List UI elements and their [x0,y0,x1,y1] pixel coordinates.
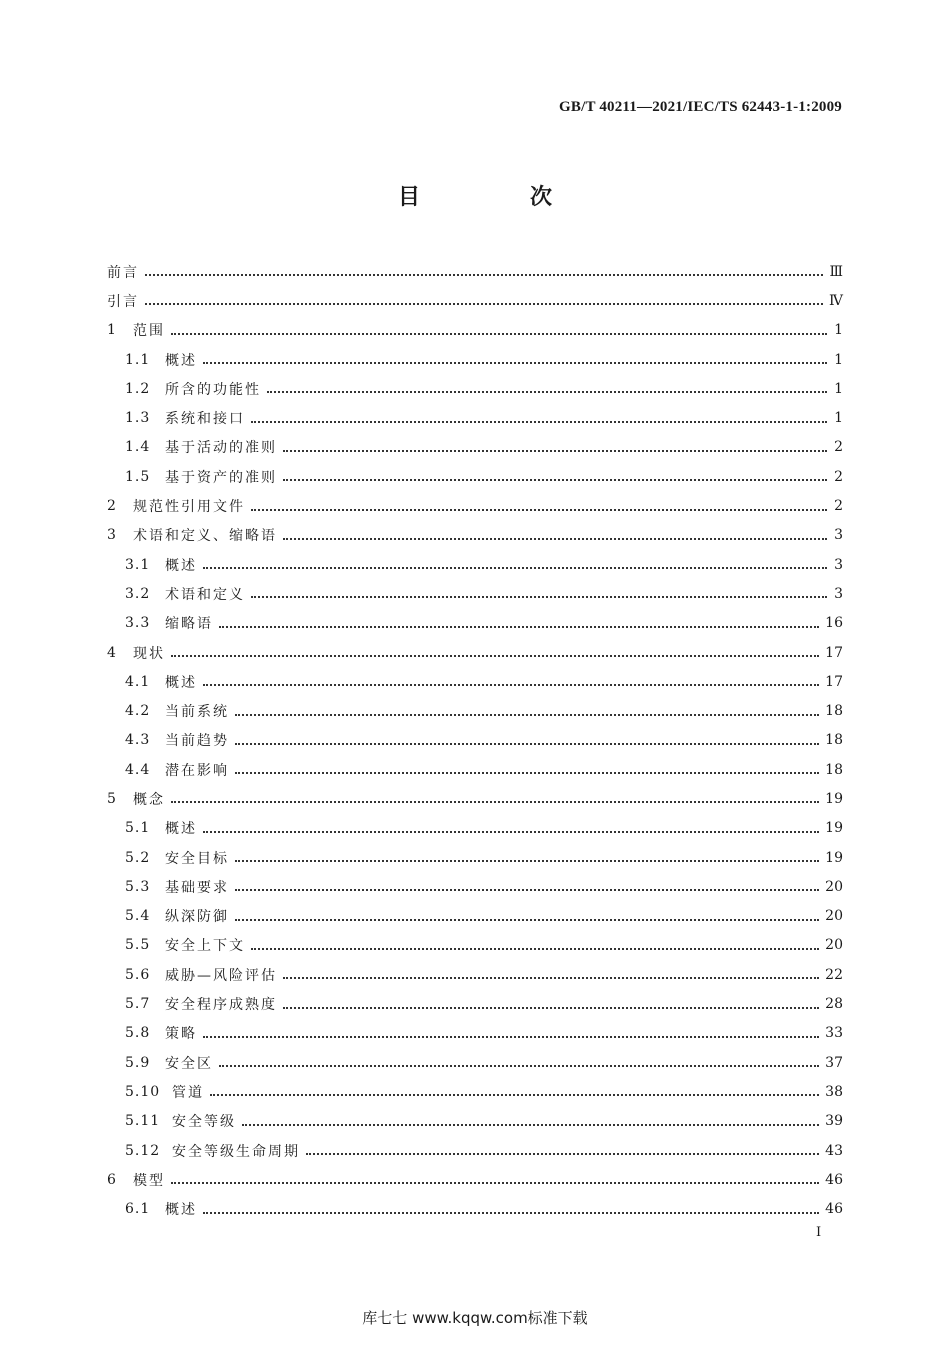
toc-dot-leader [210,1093,819,1096]
toc-dot-leader [171,800,819,803]
toc-entry-page: 39 [825,1113,843,1130]
toc-entry-number: 4.2 [125,703,151,720]
toc-entry[interactable] [107,1107,843,1136]
toc-entry[interactable] [107,960,843,989]
toc-entry[interactable] [107,316,843,345]
toc-entry-number: 6 [107,1171,117,1188]
toc-entry[interactable] [107,726,843,755]
toc-entry[interactable] [107,345,843,374]
toc-entry-title: 系统和接口 [165,411,245,428]
page-number: Ⅰ [816,1225,822,1240]
toc-entry-title: 术语和定义、缩略语 [133,528,277,545]
toc-entry-title: 当前趋势 [165,733,229,750]
toc-entry[interactable] [107,872,843,901]
toc-entry-page: 28 [825,996,843,1013]
toc-entry-page: 3 [834,556,843,573]
toc-entry-title: 安全目标 [165,850,229,867]
toc-entry-number: 5.8 [125,1025,151,1042]
toc-entry-number: 5.11 [125,1113,161,1130]
toc-dot-leader [203,683,819,686]
toc-entry-title: 安全等级 [172,1114,236,1131]
toc-entry-page: 17 [825,673,843,690]
toc-entry[interactable] [107,1019,843,1048]
toc-entry-title: 概述 [165,674,197,691]
toc-entry[interactable] [107,1136,843,1165]
toc-entry-page: Ⅳ [829,292,843,309]
toc-dot-leader [203,1035,819,1038]
toc-entry-title: 概述 [165,821,197,838]
toc-entry[interactable] [107,374,843,403]
toc-entry[interactable] [107,696,843,725]
toc-entry-number: 5.3 [125,878,151,895]
toc-entry-title: 当前系统 [165,704,229,721]
toc-entry[interactable] [107,667,843,696]
toc-entry-title: 安全程序成熟度 [165,997,277,1014]
toc-entry[interactable] [107,462,843,491]
toc-dot-leader [203,361,827,364]
toc-entry-number: 5.1 [125,820,151,837]
toc-entry-number: 1.3 [125,410,151,427]
toc-entry-page: 46 [825,1201,843,1218]
toc-entry-page: 18 [825,732,843,749]
toc-entry-number: 2 [107,498,117,515]
toc-dot-leader [235,888,819,891]
toc-dot-leader [203,830,819,833]
toc-entry-number: 1.1 [125,351,151,368]
toc-dot-leader [171,654,819,657]
toc-entry-page: 18 [825,703,843,720]
standard-code: GB/T 40211—2021/IEC/TS 62443-1-1:2009 [559,99,842,115]
toc-entry-page: 1 [834,380,843,397]
toc-entry-page: 33 [825,1025,843,1042]
toc-entry[interactable] [107,550,843,579]
toc-dot-leader [306,1152,819,1155]
toc-entry-title: 规范性引用文件 [133,499,245,516]
toc-entry-number: 4.3 [125,732,151,749]
toc-entry-page: 18 [825,761,843,778]
toc-entry-number: 5.10 [125,1083,161,1100]
toc-entry-number: 5.6 [125,966,151,983]
toc-entry-title: 概述 [165,352,197,369]
toc-entry-page: 1 [834,351,843,368]
toc-entry-title: 模型 [133,1172,165,1189]
toc-entry-page: 43 [825,1142,843,1159]
toc-entry[interactable] [107,403,843,432]
toc-entry-number: 3.3 [125,615,151,632]
toc-dot-leader [235,713,819,716]
toc-dot-leader [219,625,819,628]
toc-entry[interactable] [107,843,843,872]
toc-entry-title: 缩略语 [165,616,213,633]
toc-entry-title: 范围 [133,323,165,340]
toc-entry[interactable] [107,491,843,520]
toc-dot-leader [283,449,827,452]
toc-entry-page: 19 [825,820,843,837]
footer-watermark: 库七七 www.kqqw.com标准下载 [362,1309,588,1327]
toc-entry-title: 潜在影响 [165,762,229,779]
toc-entry-title: 基于活动的准则 [165,440,277,457]
toc-entry-page: 2 [834,468,843,485]
toc-entry[interactable] [107,1165,843,1194]
toc-entry[interactable] [107,286,843,315]
toc-entry-number: 5.7 [125,996,151,1013]
toc-entry-title: 概述 [165,557,197,574]
toc-entry-page: 3 [834,527,843,544]
toc-entry-number: 4.1 [125,673,151,690]
toc-entry[interactable] [107,755,843,784]
toc-entry-page: 20 [825,908,843,925]
toc-entry-number: 5.4 [125,908,151,925]
toc-entry-title: 安全等级生命周期 [172,1143,300,1160]
toc-dot-leader [283,976,819,979]
toc-entry-number: 5.2 [125,849,151,866]
toc-entry-number: 3.2 [125,585,151,602]
toc-entry-page: 22 [825,966,843,983]
toc-entry-number: 4.4 [125,761,151,778]
toc-dot-leader [203,1211,819,1214]
toc-entry-title: 现状 [133,645,165,662]
toc-entry-title: 引言 [107,293,139,310]
toc-entry[interactable] [107,257,843,286]
toc-entry-title: 术语和定义 [165,586,245,603]
toc-dot-leader [283,537,827,540]
toc-entry[interactable] [107,609,843,638]
toc-dot-leader [251,420,827,423]
toc-entry[interactable] [107,1048,843,1077]
toc-entry-page: 38 [825,1083,843,1100]
toc-entry-title: 威胁—风险评估 [165,967,277,984]
toc-dot-leader [251,508,827,511]
toc-dot-leader [171,332,827,335]
toc-entry-page: 2 [834,498,843,515]
toc-dot-leader [235,771,819,774]
toc-entry-title: 概念 [133,791,165,808]
toc-entry-title: 管道 [172,1084,204,1101]
toc-entry-title: 策略 [165,1026,197,1043]
toc-list [107,257,843,1224]
toc-entry-page: 2 [834,439,843,456]
toc-dot-leader [145,273,823,276]
toc-entry-number: 5.12 [125,1142,161,1159]
toc-entry-page: 16 [825,615,843,632]
toc-entry-number: 4 [107,644,117,661]
toc-dot-leader [251,595,827,598]
toc-dot-leader [171,1181,819,1184]
toc-entry-number: 1 [107,322,117,339]
toc-entry[interactable] [107,433,843,462]
toc-dot-leader [283,478,827,481]
toc-entry-page: 1 [834,322,843,339]
toc-entry[interactable] [107,1077,843,1106]
toc-entry-title: 概述 [165,1202,197,1219]
toc-dot-leader [242,1123,819,1126]
toc-entry-page: 20 [825,878,843,895]
toc-entry[interactable] [107,1195,843,1224]
toc-dot-leader [267,390,827,393]
toc-dot-leader [235,742,819,745]
toc-entry-page: 20 [825,937,843,954]
toc-entry-title: 安全区 [165,1055,213,1072]
toc-entry-page: 37 [825,1054,843,1071]
toc-dot-leader [145,302,823,305]
toc-entry-number: 1.2 [125,380,151,397]
toc-entry-page: 46 [825,1171,843,1188]
toc-entry[interactable] [107,638,843,667]
toc-entry-number: 3.1 [125,556,151,573]
toc-entry[interactable] [107,902,843,931]
toc-entry-title: 前言 [107,264,139,281]
toc-entry-number: 5 [107,790,117,807]
toc-entry-title: 安全上下文 [165,938,245,955]
toc-dot-leader [283,1006,819,1009]
toc-entry-page: 1 [834,410,843,427]
toc-entry-page: 19 [825,849,843,866]
toc-entry-page: 3 [834,585,843,602]
toc-entry-number: 5.5 [125,937,151,954]
toc-entry-title: 基于资产的准则 [165,469,277,486]
toc-entry-title: 纵深防御 [165,909,229,926]
toc-title: 目 次 [397,185,596,210]
toc-entry[interactable] [107,579,843,608]
toc-entry[interactable] [107,989,843,1018]
toc-entry-page: 17 [825,644,843,661]
toc-entry-page: 19 [825,790,843,807]
toc-entry-number: 3 [107,527,117,544]
toc-entry-number: 6.1 [125,1201,151,1218]
toc-entry[interactable] [107,931,843,960]
toc-dot-leader [219,1064,819,1067]
toc-entry-number: 5.9 [125,1054,151,1071]
toc-dot-leader [235,918,819,921]
toc-dot-leader [203,566,827,569]
toc-entry[interactable] [107,814,843,843]
toc-entry[interactable] [107,521,843,550]
toc-entry-title: 所含的功能性 [165,381,261,398]
toc-entry-number: 1.5 [125,468,151,485]
toc-entry-title: 基础要求 [165,879,229,896]
toc-entry-number: 1.4 [125,439,151,456]
toc-dot-leader [235,859,819,862]
toc-entry-page: Ⅲ [829,263,843,280]
toc-entry[interactable] [107,784,843,813]
toc-dot-leader [251,947,819,950]
